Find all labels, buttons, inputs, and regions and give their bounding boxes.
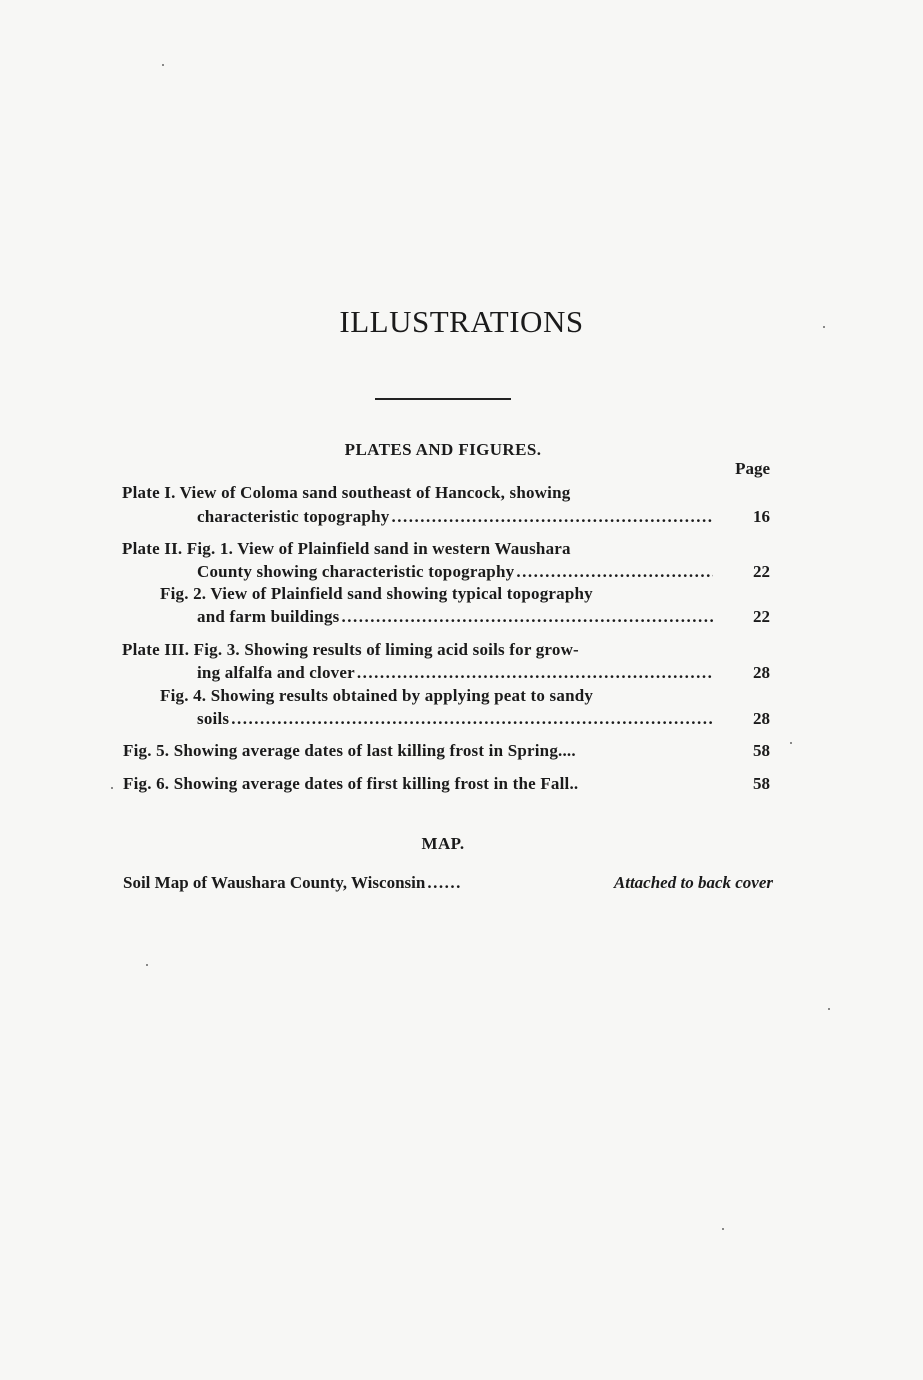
entry-text: County showing characteristic topography [197,562,515,581]
entry-text: Fig. 2. View of Plainfield sand showing typical topography [160,584,593,603]
page-number: 16 [753,507,770,526]
title-rule [375,398,511,400]
map-entry-text: Soil Map of Waushara County, Wisconsin [123,873,426,892]
map-location: Attached to back cover [613,873,773,892]
leader-dots: ...... [427,873,462,892]
entry-line [197,708,713,730]
page-title: ILLUSTRATIONS [339,304,584,339]
page-column-label: Page [735,459,770,478]
entry-text: soils [197,709,230,728]
leader-dots [357,662,713,684]
entry-line [160,583,713,605]
leader-dots [341,606,713,628]
entry-text: characteristic topography [197,507,390,526]
page-number: 28 [753,663,770,682]
entry-text: Plate III. Fig. 3. Showing results of liming acid soils for grow- [122,640,579,659]
page-number: 22 [753,562,770,581]
entry-line [122,639,713,661]
entry-line [197,561,713,583]
scan-speck [823,326,825,328]
entry-text: Plate II. Fig. 1. View of Plainfield sand in western Waushara [122,539,571,558]
scan-speck [722,1228,724,1230]
entry-text: and farm buildings [197,607,340,626]
page-number: 58 [753,774,770,793]
scan-speck [790,742,792,744]
leader-dots [516,561,713,583]
page-number: 58 [753,741,770,760]
page-number: 22 [753,607,770,626]
entry-line [122,482,713,504]
scan-speck [162,64,164,66]
scan-speck [828,1008,830,1010]
entry-line [160,685,713,707]
plates-heading: PLATES AND FIGURES. [344,440,542,459]
entry-line [122,538,713,560]
entry-line [197,606,713,628]
entry-line [197,662,713,684]
leader-dots [231,708,713,730]
entry-line: Fig. 5. Showing average dates of last killing frost in Spring.... [123,741,576,760]
entry-line [197,506,713,528]
leader-dots [391,506,713,528]
page-number: 28 [753,709,770,728]
entry-line: Fig. 6. Showing average dates of first killing frost in the Fall.. [123,774,579,793]
entry-text: Fig. 4. Showing results obtained by applying peat to sandy [160,686,594,705]
scan-speck [111,787,113,789]
entry-text: ing alfalfa and clover [197,663,355,682]
map-entry [123,872,773,894]
scan-speck [146,964,148,966]
entry-text: Plate I. View of Coloma sand southeast of Hancock, showing [122,483,571,502]
map-heading: MAP. [421,834,465,853]
